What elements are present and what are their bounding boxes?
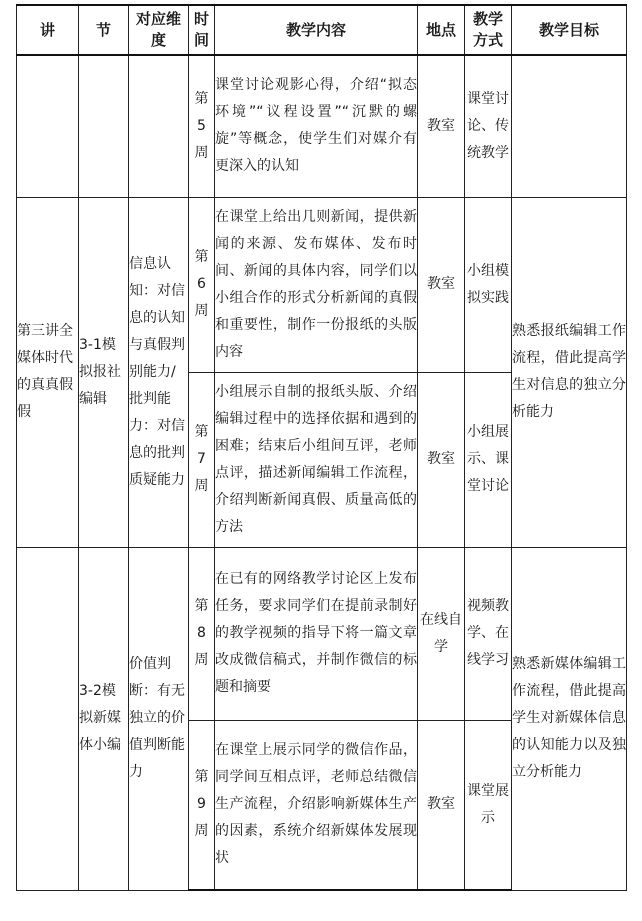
header-week: 时间 — [189, 5, 215, 55]
header-lecture: 讲 — [17, 5, 79, 55]
lecture-3-cell: 第三讲全媒体时代的真真假假 — [17, 197, 79, 547]
method-cell: 视频教学、在线学习 — [465, 547, 512, 720]
header-method: 教学方式 — [465, 5, 512, 55]
week-cell: 第7周 — [189, 372, 215, 547]
section-3-1-cell: 3-1模拟报社编辑 — [79, 197, 129, 547]
method-cell: 小组展示、课堂讨论 — [465, 372, 512, 547]
table-row — [17, 197, 627, 372]
place-cell: 在线自学 — [418, 547, 465, 720]
lecture-cell-empty — [17, 55, 79, 197]
method-cell: 课堂展示 — [465, 720, 512, 890]
content-cell: 在课堂上展示同学的微信作品，同学间互相点评，老师总结微信生产流程，介绍影响新媒体生产的因素，系统介绍新媒体发展现状 — [215, 720, 418, 890]
section-3-2-cell: 3-2模拟新媒体小编 — [79, 547, 129, 890]
ability-3-1-cell: 信息认知：对信息的认知与真假判别能力/批判能力：对信息的批判质疑能力 — [129, 197, 189, 547]
section-cell-empty — [79, 55, 129, 197]
ability-cell-empty — [129, 55, 189, 197]
header-ability: 对应维度 — [129, 5, 189, 55]
syllabus-table — [16, 4, 627, 891]
header-place: 地点 — [418, 5, 465, 55]
week-cell: 第9周 — [189, 720, 215, 890]
place-cell: 教室 — [418, 720, 465, 890]
place-cell: 教室 — [418, 197, 465, 372]
ability-3-2-cell: 价值判断：有无独立的价值判断能力 — [129, 547, 189, 890]
week-cell: 第5周 — [189, 55, 215, 197]
content-cell: 小组展示自制的报纸头版、介绍编辑过程中的选择依据和遇到的困难；结束后小组间互评，老师点评，描述新闻编辑工作流程，介绍判断新闻真假、质量高低的方法 — [215, 372, 418, 547]
content-cell: 在已有的网络教学讨论区上发布任务，要求同学们在提前录制好的教学视频的指导下将一篇文章改成微信稿式，并制作微信的标题和摘要 — [215, 547, 418, 720]
place-cell: 教室 — [418, 55, 465, 197]
table-row — [17, 55, 627, 197]
week-cell: 第6周 — [189, 197, 215, 372]
method-cell: 小组模拟实践 — [465, 197, 512, 372]
header-section: 节 — [79, 5, 129, 55]
table-body — [17, 55, 627, 890]
header-goal: 教学目标 — [512, 5, 627, 55]
goal-3-2-cell: 熟悉新媒体编辑工作流程，借此提高学生对新媒体信息的认知能力以及独立分析能力 — [512, 547, 627, 890]
table-row — [17, 547, 627, 720]
goal-3-1-cell: 熟悉报纸编辑工作流程，借此提高学生对信息的独立分析能力 — [512, 197, 627, 547]
week-cell: 第8周 — [189, 547, 215, 720]
table-header — [17, 5, 627, 55]
content-cell: 课堂讨论观影心得，介绍“拟态环境”“议程设置”“沉默的螺旋”等概念，使学生们对媒介有更深入的认知 — [215, 55, 418, 197]
content-cell: 在课堂上给出几则新闻，提供新闻的来源、发布媒体、发布时间、新闻的具体内容，同学们以小组合作的形式分析新闻的真假和重要性，制作一份报纸的头版内容 — [215, 197, 418, 372]
method-cell: 课堂讨论、传统教学 — [465, 55, 512, 197]
header-content: 教学内容 — [215, 5, 418, 55]
place-cell: 教室 — [418, 372, 465, 547]
header-row — [17, 5, 627, 55]
goal-cell-empty — [512, 55, 627, 197]
lecture-cell-empty — [17, 547, 79, 890]
